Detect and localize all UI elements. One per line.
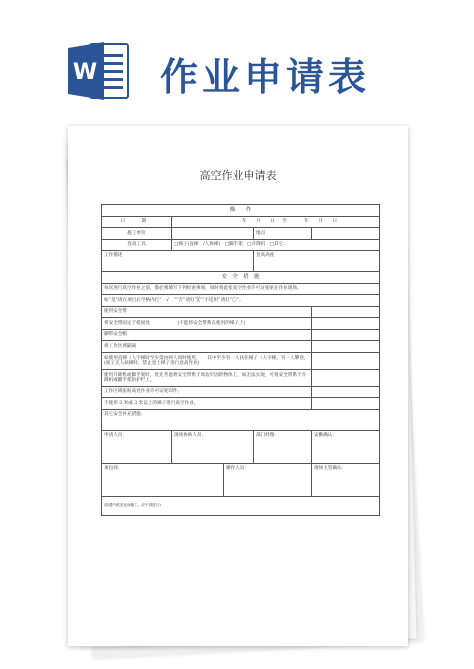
tool-option-lift[interactable]: □升降机	[247, 242, 266, 248]
document-page	[68, 126, 408, 646]
item-6-check[interactable]	[312, 369, 380, 386]
sign-applicant[interactable]: 申请人员：	[102, 430, 172, 463]
item-4-check[interactable]	[312, 341, 380, 353]
sign-safety-confirm[interactable]: 安勤确认：	[312, 430, 380, 463]
svg-text:W: W	[72, 60, 98, 85]
item-8-check[interactable]	[312, 398, 380, 410]
height-field[interactable]: 登高高度	[254, 251, 380, 272]
item-2-check[interactable]	[312, 318, 380, 330]
item-5-check[interactable]	[312, 352, 380, 369]
tool-option-other[interactable]: □其它：	[269, 242, 288, 248]
item-1: 使用安全带	[102, 306, 312, 318]
item-3-check[interactable]	[312, 329, 380, 341]
date-row: 年 月 日 至 年 月 日	[172, 216, 380, 228]
tool-option-ladder[interactable]: □梯子(直梯 /人体梯)	[174, 242, 221, 248]
header-title: 作业申请表	[160, 55, 371, 99]
item-7: 工作区域张贴高处作业许可证复印件。	[102, 386, 312, 398]
location-value[interactable]	[312, 228, 380, 240]
sign-site-supervisor[interactable]: 现场主管确认：	[312, 463, 380, 496]
sign-operator[interactable]: 操作人员：	[224, 463, 312, 496]
item-9-extra-measures[interactable]: 其它安全补充措施：	[102, 409, 380, 430]
item-7-check[interactable]	[312, 386, 380, 398]
instruction-1: 每次进行高空作业之前，都必须填写下列检查事项，同时将此张高空作业许可证张贴在作业现场。	[102, 283, 380, 295]
item-2: 将安全带固定于稳固处 (不能将安全带系在使用的梯子上)	[102, 318, 312, 330]
item-4: 将工作区域隔离	[102, 341, 312, 353]
page-header	[68, 40, 408, 100]
sign-site-assistant[interactable]: 现场协助人员：	[172, 430, 254, 463]
footnote: (如遇气候变化而施工，应不得进行)	[102, 496, 380, 515]
item-5: 如使用直梯（人字梯时至少需由两人同时使用， 其中至少有一人扶住梯子（人字梯，另一人攀登，(底子无人扶梯时，禁止登上梯子进行登高作业)	[102, 352, 312, 369]
unit-value[interactable]	[172, 228, 254, 240]
date-label: 日 期	[102, 216, 172, 228]
unit-label: 施工单位	[102, 228, 172, 240]
safety-header: 安 全 措 施	[102, 272, 380, 284]
item-6: 使用升降机或脚手架时，优先考虑将安全带系于周边牢固的物体上，如无法实现，可将安全带系于升降机或脚手架的护栏上。	[102, 369, 312, 386]
sign-contractor[interactable]: 承包商：	[102, 463, 224, 496]
tool-label: 登高工具	[102, 239, 172, 251]
tool-option-scaffold[interactable]: □脚手架	[224, 242, 243, 248]
item-1-check[interactable]	[312, 306, 380, 318]
op-header: 操 作	[102, 205, 380, 217]
application-form-table	[101, 204, 380, 516]
word-icon	[68, 40, 130, 102]
work-desc[interactable]: 工作描述	[102, 251, 254, 272]
document-title: 高空作业申请表	[199, 169, 277, 182]
instruction-2: 如“是”请在项目后空格内打“ √ ”“否”请打“╳”“不适用”请打“〇”。	[102, 295, 380, 307]
item-3: 脚带安全帽	[102, 329, 312, 341]
tool-options	[172, 239, 380, 251]
location-label: 地点	[254, 228, 312, 240]
item-8: 不使用 3 米或 3 米以上的梯子进行高空作业。	[102, 398, 312, 410]
sign-dept-manager[interactable]: 部门经理：	[254, 430, 312, 463]
